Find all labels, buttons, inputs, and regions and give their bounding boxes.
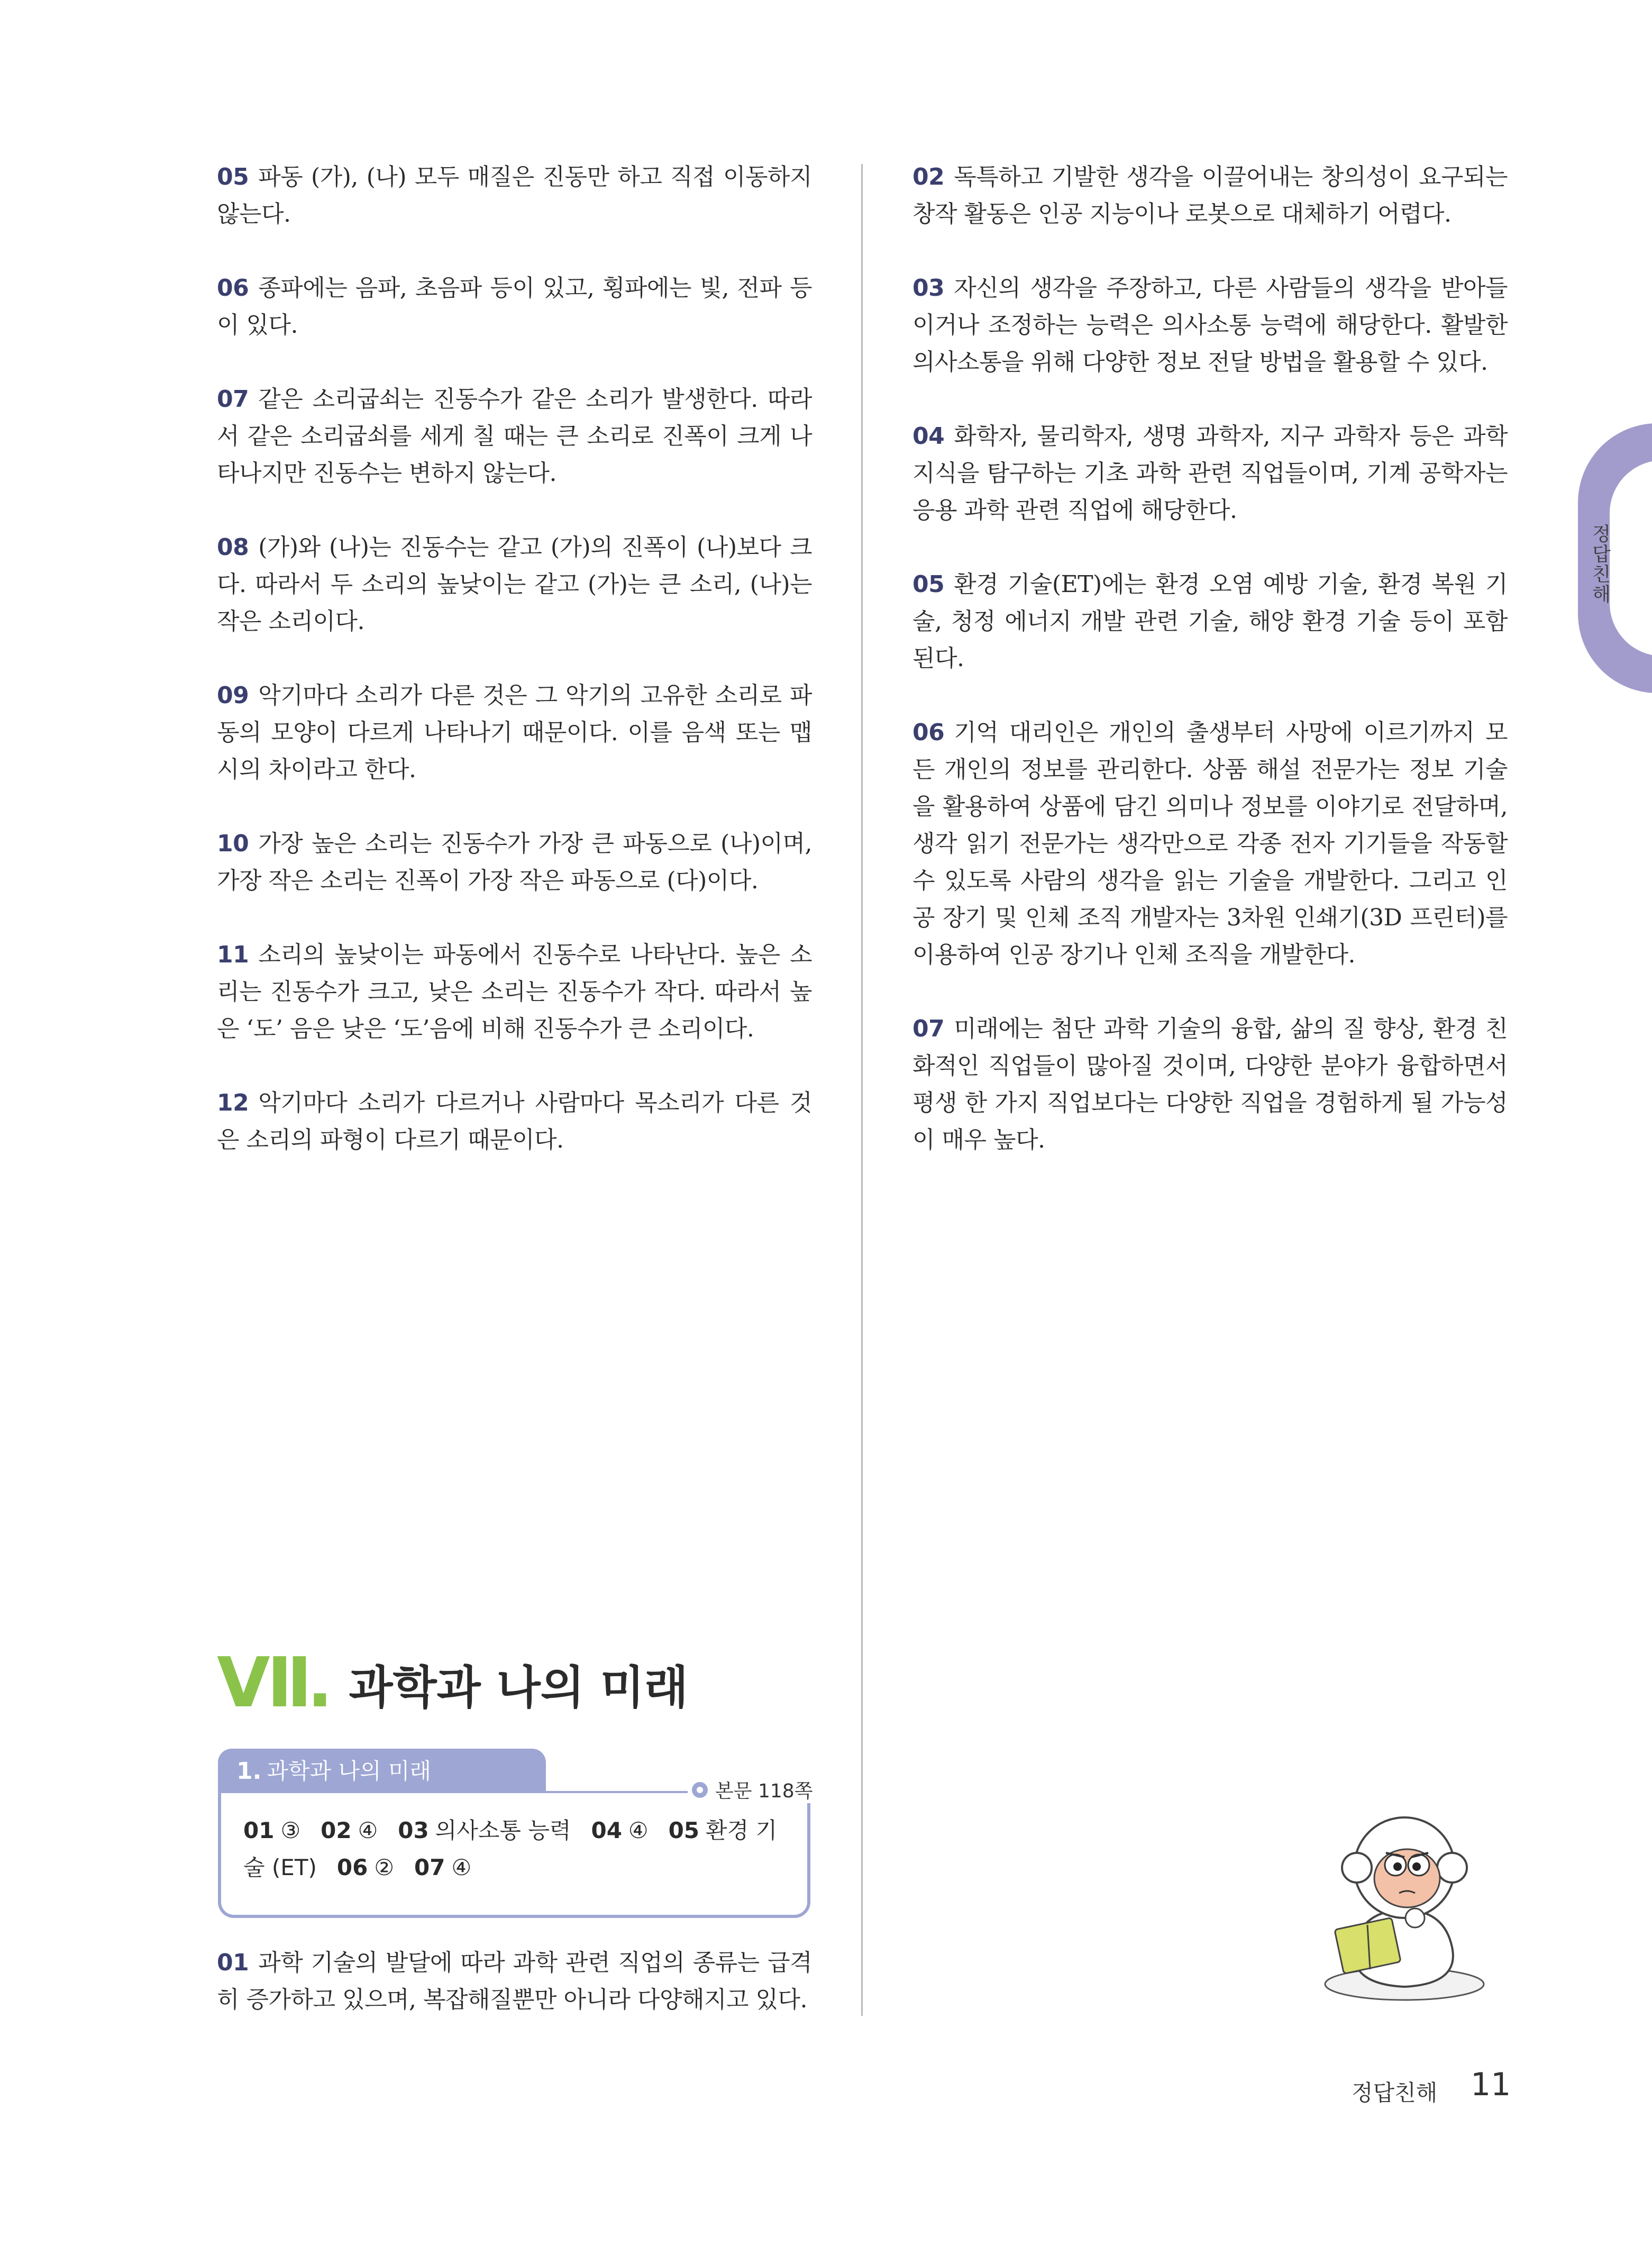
left-column-bottom xyxy=(217,1944,812,2056)
item-text: 종파에는 음파, 초음파 등이 있고, 횡파에는 빛, 전파 등이 있다. xyxy=(217,275,812,339)
item-number: 05 xyxy=(217,163,249,190)
answer-explanation xyxy=(217,825,812,899)
mascot-illustration xyxy=(1317,1804,1492,2005)
answer-explanation xyxy=(217,1944,812,2018)
bullet-icon xyxy=(692,1782,708,1798)
footer-label: 정답친해 xyxy=(1352,2080,1438,2106)
answer-explanation xyxy=(217,159,812,233)
page-reference xyxy=(688,1776,817,1803)
item-text: 환경 기술(ET)에는 환경 오염 예방 기술, 환경 복원 기술, 청정 에너지 개발 관련 기술, 해양 환경 기술 등이 포함된다. xyxy=(912,571,1508,672)
section-number: 1. xyxy=(236,1758,262,1785)
item-text: 같은 소리굽쇠는 진동수가 같은 소리가 발생한다. 따라서 같은 소리굽쇠를 세게 칠 때는 큰 소리로 진폭이 크게 나타나지만 진동수는 변하지 않는다. xyxy=(217,386,812,487)
item-number: 01 xyxy=(217,1949,249,1976)
item-text: 기억 대리인은 개인의 출생부터 사망에 이르기까지 모든 개인의 정보를 관리한다. 상품 해설 전문가는 정보 기술을 활용하여 상품에 담긴 의미나 정보를 이야기로 전달하며, 생각 읽기 전문가는 생각만으로 각종 전자 기기들을 작동할 수 있도록 사람의 생각을 읽는 기술을 개발한다. 그리고 인공 장기 및 인체 조직 개발자는 3차원 인쇄기(3D 프린터)를 이용하여 인공 장기나 인체 조직을 개발한다. xyxy=(912,719,1508,968)
item-number: 04 xyxy=(912,423,945,450)
answer-explanation xyxy=(217,936,812,1048)
item-text: 자신의 생각을 주장하고, 다른 사람들의 생각을 받아들이거나 조정하는 능력은 의사소통 능력에 해당한다. 활발한 의사소통을 위해 다양한 정보 전달 방법을 활용할 수 있다. xyxy=(912,275,1508,376)
item-text: 가장 높은 소리는 진동수가 가장 큰 파동으로 (나)이며, 가장 작은 소리는 진폭이 가장 작은 파동으로 (다)이다. xyxy=(217,830,812,894)
section-tab xyxy=(218,1749,546,1794)
answer-explanation xyxy=(912,270,1508,381)
item-number: 05 xyxy=(912,571,945,598)
item-number: 11 xyxy=(217,941,249,968)
item-number: 12 xyxy=(217,1089,249,1116)
item-text: 화학자, 물리학자, 생명 과학자, 지구 과학자 등은 과학 지식을 탐구하는 기초 과학 관련 직업들이며, 기계 공학자는 응용 과학 관련 직업에 해당한다. xyxy=(912,423,1508,524)
item-number: 10 xyxy=(217,830,249,857)
answer-key-list xyxy=(243,1812,788,1886)
answer-key-item: 05 환경 기술 (ET) xyxy=(243,1817,778,1880)
item-text: 파동 (가), (나) 모두 매질은 진동만 하고 직접 이동하지 않는다. xyxy=(217,163,812,228)
item-text: (가)와 (나)는 진동수는 같고 (가)의 진폭이 (나)보다 크다. 따라서 두 소리의 높낮이는 같고 (가)는 큰 소리, (나)는 작은 소리이다. xyxy=(217,534,812,635)
item-text: 미래에는 첨단 과학 기술의 융합, 삶의 질 향상, 환경 친화적인 직업들이 많아질 것이며, 다양한 분야가 융합하면서 평생 한 가지 직업보다는 다양한 직업을 경험하게 될 가능성이 매우 높다. xyxy=(912,1015,1508,1153)
page-number: 11 xyxy=(1471,2066,1511,2103)
answer-explanation xyxy=(912,714,1508,974)
answer-key-item: 03 의사소통 능력 xyxy=(398,1817,571,1843)
answer-key-item: 04 ④ xyxy=(591,1817,649,1843)
item-number: 07 xyxy=(912,1015,945,1042)
chapter-title: 과학과 나의 미래 xyxy=(349,1661,688,1714)
item-text: 독특하고 기발한 생각을 이끌어내는 창의성이 요구되는 창작 활동은 인공 지능이나 로봇으로 대체하기 어렵다. xyxy=(912,163,1508,228)
item-text: 악기마다 소리가 다른 것은 그 악기의 고유한 소리로 파동의 모양이 다르게 나타나기 때문이다. 이를 음색 또는 맵시의 차이라고 한다. xyxy=(217,682,812,783)
item-number: 09 xyxy=(217,682,249,709)
item-number: 02 xyxy=(912,163,945,190)
item-number: 06 xyxy=(912,719,945,746)
answer-explanation xyxy=(217,677,812,788)
column-divider xyxy=(861,164,863,2016)
answer-key-item: 07 ④ xyxy=(414,1854,472,1880)
section-title: 과학과 나의 미래 xyxy=(267,1758,432,1784)
answer-explanation xyxy=(912,1011,1508,1159)
item-text: 소리의 높낮이는 파동에서 진동수로 나타난다. 높은 소리는 진동수가 크고, 낮은 소리는 진동수가 작다. 따라서 높은 ‘도’ 음은 낮은 ‘도’음에 비해 진동수가 큰 소리이다. xyxy=(217,941,812,1042)
answer-explanation xyxy=(217,381,812,492)
item-number: 06 xyxy=(217,275,249,302)
item-text: 과학 기술의 발달에 따라 과학 관련 직업의 종류는 급격히 증가하고 있으며, 복잡해질뿐만 아니라 다양해지고 있다. xyxy=(217,1949,812,2013)
answer-key-item: 02 ④ xyxy=(321,1817,378,1843)
item-number: 07 xyxy=(217,386,249,413)
chapter-number: Ⅶ. xyxy=(217,1642,328,1723)
right-column xyxy=(912,159,1508,1196)
item-number: 08 xyxy=(217,534,249,561)
answer-explanation xyxy=(217,1085,812,1159)
page-reference-text: 본문 118쪽 xyxy=(715,1780,813,1802)
chapter-heading xyxy=(217,1638,688,1723)
item-text: 악기마다 소리가 다르거나 사람마다 목소리가 다른 것은 소리의 파형이 다르기 때문이다. xyxy=(217,1089,812,1153)
item-number: 03 xyxy=(912,275,945,302)
answer-explanation xyxy=(912,418,1508,529)
side-tab-label: 정답친해 xyxy=(1589,524,1611,604)
left-column xyxy=(217,159,812,1196)
answer-explanation xyxy=(912,566,1508,677)
answer-explanation xyxy=(217,529,812,640)
answer-key-item: 01 ③ xyxy=(243,1817,301,1843)
answer-explanation xyxy=(912,159,1508,233)
side-tab-cutout xyxy=(1610,460,1652,656)
answer-explanation xyxy=(217,270,812,344)
answer-key-item: 06 ② xyxy=(336,1854,394,1880)
